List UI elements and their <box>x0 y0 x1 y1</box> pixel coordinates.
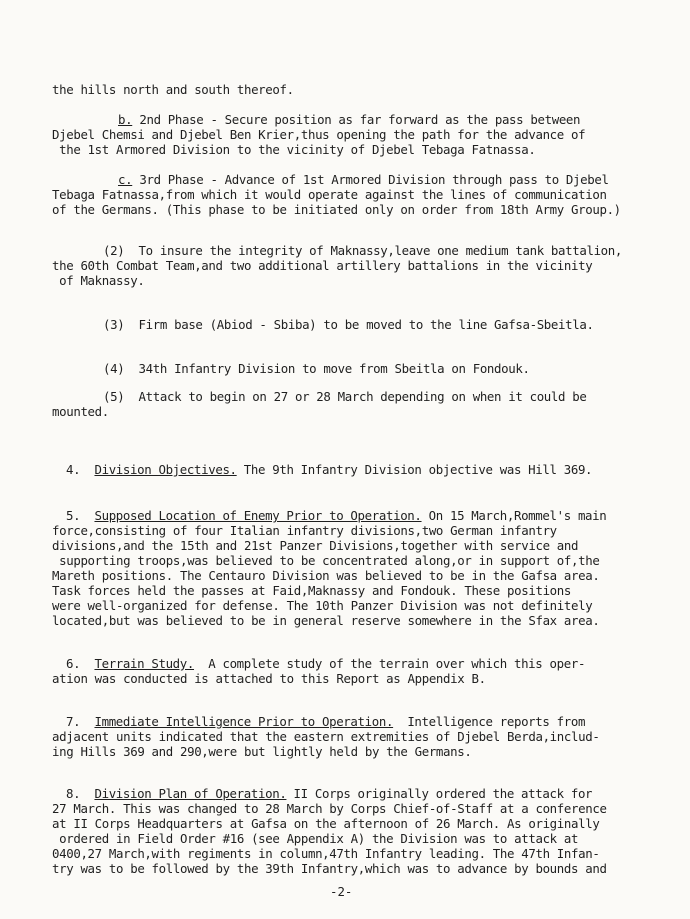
item-2-line-1: (2) To insure the integrity of Maknassy,leave one medium tank battalion, <box>103 243 623 258</box>
section-6-heading: Terrain Study. <box>94 656 195 671</box>
section-4-line <box>66 462 592 477</box>
section-5-line-3: divisions,and the 15th and 21st Panzer Divisions,together with service and <box>52 538 579 553</box>
phase-c-line-1 <box>118 172 609 187</box>
phase-c-marker: c. <box>118 172 133 187</box>
phase-b-text-1: 2nd Phase - Secure position as far forward as the pass between <box>132 112 581 127</box>
section-5-line-1 <box>66 508 606 523</box>
section-5-line-2: force,consisting of four Italian infantry divisions,two German infantry <box>52 523 557 538</box>
section-4-number: 4. <box>66 462 81 477</box>
item-3-line: (3) Firm base (Abiod - Sbiba) to be moved to the line Gafsa-Sbeitla. <box>103 317 594 332</box>
section-7-line-3: ing Hills 369 and 290,were but lightly held by the Germans. <box>52 744 472 759</box>
section-6-line-1 <box>66 656 585 671</box>
phase-b-line-1 <box>118 112 580 127</box>
section-8-line-1 <box>66 786 592 801</box>
phase-c-text-1: 3rd Phase - Advance of 1st Armored Division through pass to Djebel <box>132 172 609 187</box>
section-5-line-8: located,but was believed to be in general reserve somewhere in the Sfax area. <box>52 613 600 628</box>
item-2-line-3: of Maknassy. <box>52 273 145 288</box>
section-5-number: 5. <box>66 508 81 523</box>
section-6-line-2: ation was conducted is attached to this Report as Appendix B. <box>52 671 486 686</box>
item-4-line: (4) 34th Infantry Division to move from Sbeitla on Fondouk. <box>103 361 530 376</box>
phase-b-line-2: Djebel Chemsi and Djebel Ben Krier,thus opening the path for the advance of <box>52 127 586 142</box>
phase-c-line-2: Tebaga Fatnassa,from which it would operate against the lines of communication <box>52 187 607 202</box>
section-6-text-1: A complete study of the terrain over which this oper- <box>194 656 586 671</box>
item-5-line-1: (5) Attack to begin on 27 or 28 March depending on when it could be <box>103 389 587 404</box>
phase-b-marker: b. <box>118 112 133 127</box>
intro-line: the hills north and south thereof. <box>52 82 294 97</box>
section-8-line-3: at II Corps Headquarters at Gafsa on the afternoon of 26 March. As originally <box>52 816 600 831</box>
section-5-line-7: were well-organized for defense. The 10th Panzer Division was not definitely <box>52 598 593 613</box>
section-8-line-5: 0400,27 March,with regiments in column,47th Infantry leading. The 47th Infan- <box>52 846 600 861</box>
section-7-heading: Immediate Intelligence Prior to Operation. <box>94 714 394 729</box>
section-8-line-2: 27 March. This was changed to 28 March by Corps Chief-of-Staff at a conference <box>52 801 607 816</box>
section-4-heading: Division Objectives. <box>94 462 237 477</box>
phase-b-line-3: the 1st Armored Division to the vicinity of Djebel Tebaga Fatnassa. <box>52 142 536 157</box>
item-5-line-2: mounted. <box>52 404 109 419</box>
section-6-number: 6. <box>66 656 81 671</box>
section-7-text-1: Intelligence reports from <box>393 714 586 729</box>
section-5-heading: Supposed Location of Enemy Prior to Operation. <box>94 508 422 523</box>
section-4-text: The 9th Infantry Division objective was Hill 369. <box>236 462 593 477</box>
section-7-number: 7. <box>66 714 81 729</box>
section-8-heading: Division Plan of Operation. <box>94 786 287 801</box>
section-5-line-6: Task forces held the passes at Faid,Maknassy and Fondouk. These positions <box>52 583 572 598</box>
section-8-line-4: ordered in Field Order #16 (see Appendix A) the Division was to attack at <box>52 831 579 846</box>
section-8-number: 8. <box>66 786 81 801</box>
section-8-text-1: II Corps originally ordered the attack for <box>286 786 593 801</box>
page-number: -2- <box>330 884 353 899</box>
item-2-line-2: the 60th Combat Team,and two additional artillery battalions in the vicinity <box>52 258 593 273</box>
section-5-text-1: On 15 March,Rommel's main <box>421 508 607 523</box>
section-7-line-2: adjacent units indicated that the eastern extremities of Djebel Berda,includ- <box>52 729 600 744</box>
section-5-line-5: Mareth positions. The Centauro Division was believed to be in the Gafsa area. <box>52 568 600 583</box>
phase-c-line-3: of the Germans. (This phase to be initiated only on order from 18th Army Group.) <box>52 202 621 217</box>
section-7-line-1 <box>66 714 585 729</box>
section-5-line-4: supporting troops,was believed to be concentrated along,or in support of,the <box>52 553 600 568</box>
section-8-line-6: try was to be followed by the 39th Infantry,which was to advance by bounds and <box>52 861 607 876</box>
